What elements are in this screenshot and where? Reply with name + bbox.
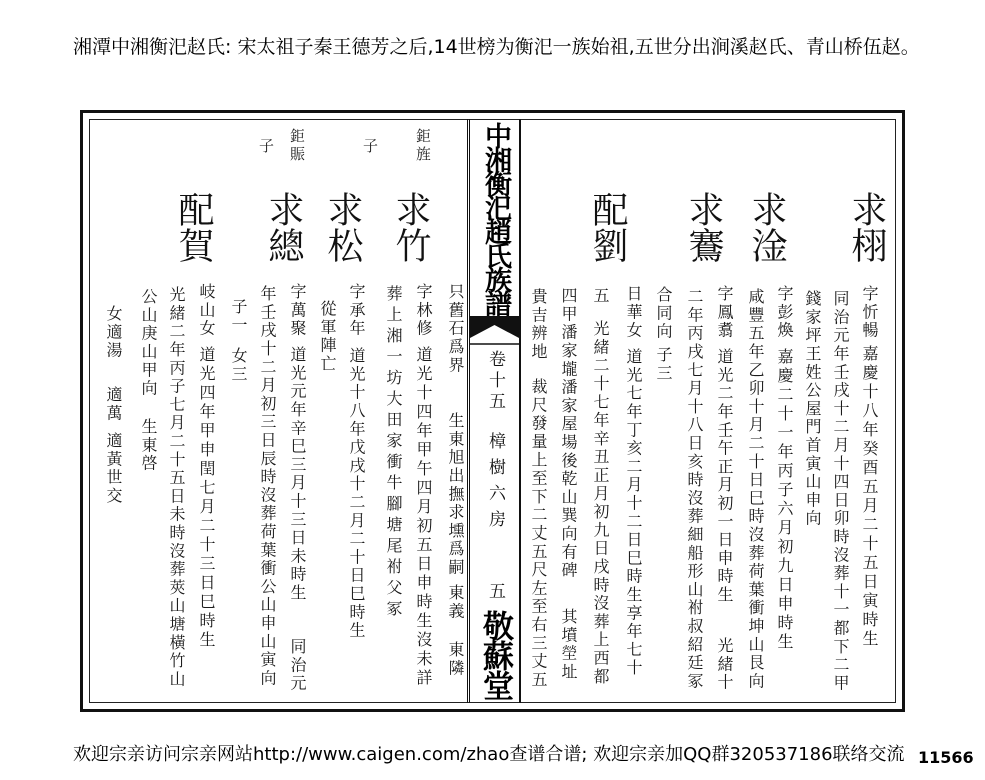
folio-number: 五 (485, 582, 505, 599)
record-text: 貴吉辨地 (529, 288, 548, 362)
record-text: 從軍陣亡 (318, 300, 337, 374)
record-text: 字彭煥 (775, 285, 794, 340)
record-text: 生東啓 (139, 418, 158, 473)
record-text: 女三 (229, 347, 248, 384)
record-text: 日華女 (624, 285, 643, 340)
book-title: 中湘衡汜趙氏族譜 (480, 122, 511, 314)
record-text: 嘉慶二十一年丙子六月初九日申時生 (775, 348, 794, 652)
record-text: 字忻暢 (860, 285, 879, 340)
record-text: 合同向 (654, 286, 673, 341)
record-text: 適萬 (104, 386, 123, 423)
page-number: 11566 (918, 748, 974, 767)
record-text: 字承年 (347, 283, 366, 338)
header-caption: 湘潭中湘衡汜赵氏: 宋太祖子秦王德芳之后,14世榜为衡汜一族始祖,五世分出涧溪赵氏、青山桥伍赵。 (73, 36, 920, 58)
record-text: 道光元年辛巳三月十三日未時生 (288, 346, 307, 603)
record-text: 同治元年壬戌十二月十四日卯時沒葬十一都下二甲 (831, 290, 850, 693)
volume-label: 卷十五 (485, 350, 505, 413)
fishtail-mark (470, 316, 519, 346)
record-text: 年壬戌十二月初三日辰時沒葬荷葉衝公山申山寅向 (258, 285, 277, 688)
footer-caption: 欢迎宗亲访问宗亲网站http://www.caigen.com/zhao查谱合谱; 欢迎宗亲加QQ群320537186联络交流 (73, 744, 905, 765)
record-text: 錢家坪王姓公屋門首寅山申向 (803, 290, 822, 528)
entry-name: 求松 (322, 191, 363, 263)
record-text: 道光十八年戊戌十二月二十日巳時生 (347, 347, 366, 640)
record-text: 子一 (229, 298, 248, 335)
relation-label: 子 (361, 138, 379, 156)
record-text: 同治元 (288, 638, 307, 693)
record-text: 道光四年甲申閏七月二十三日巳時生 (197, 346, 216, 650)
entry-name: 求鶱 (683, 191, 724, 263)
record-text: 字林修 (414, 283, 433, 338)
record-text: 四甲潘家壠潘家屋場後乾山巽向有碑 (559, 287, 578, 580)
record-text: 女適湯 (104, 305, 123, 360)
record-text: 適黃世交 (104, 432, 123, 506)
entry-name: 求總 (263, 191, 304, 263)
record-text: 道光二年壬午正月初一日申時生 (715, 348, 734, 605)
record-text: 葬上湘一坊大田家衝牛腳塘尾祔父冢 (384, 285, 403, 621)
continuation-text: 東義 (446, 584, 465, 621)
record-text: 嘉慶十八年癸酉五月二十五日寅時生 (860, 345, 879, 649)
record-text: 道光七年丁亥二月十二日巳時生享年七十 (624, 348, 643, 678)
record-text: 岐山女 (197, 283, 216, 338)
branch-label: 樟樹六房 (485, 432, 505, 536)
record-text: 其墳塋址 (559, 608, 578, 682)
record-text: 光緒十 (715, 637, 734, 692)
father-label: 鉅賑 (288, 128, 306, 164)
record-text: 五 (591, 287, 610, 306)
record-text: 裁尺發量上至下二丈五尺左至右三丈五 (529, 378, 548, 690)
record-text: 光緒二十七年辛丑正月初九日戌時沒葬上西都 (591, 320, 610, 686)
continuation-text: 只舊石爲界 (446, 283, 465, 375)
continuation-text: 生東旭出撫求壎爲嗣 (446, 412, 465, 577)
father-label: 鉅旌 (414, 128, 432, 164)
record-text: 咸豐五年乙卯十月二十日巳時沒葬荷葉衝坤山艮向 (746, 288, 765, 691)
record-text: 字鳳翥 (715, 285, 734, 340)
record-text: 公山庚山甲向 (139, 288, 158, 398)
record-text: 字萬聚 (288, 283, 307, 338)
hall-name: 敬蘇堂 (477, 610, 513, 700)
entry-name: 配賀 (173, 191, 214, 263)
record-text: 二年丙戌七月十八日亥時沒葬細船形山祔叔紹廷冢 (685, 288, 704, 691)
relation-label: 子 (257, 138, 275, 156)
continuation-text: 東隣 (446, 641, 465, 678)
entry-name: 配劉 (587, 191, 628, 263)
record-text: 道光十四年甲午四月初五日申時生沒未詳 (414, 346, 433, 688)
entry-name: 求竹 (390, 191, 431, 263)
record-text: 光緒二年丙子七月二十五日未時沒葬莢山塘橫竹山 (167, 286, 186, 689)
entry-name: 求栩 (846, 191, 887, 263)
record-text: 子三 (654, 346, 673, 383)
entry-name: 求淦 (746, 191, 787, 263)
